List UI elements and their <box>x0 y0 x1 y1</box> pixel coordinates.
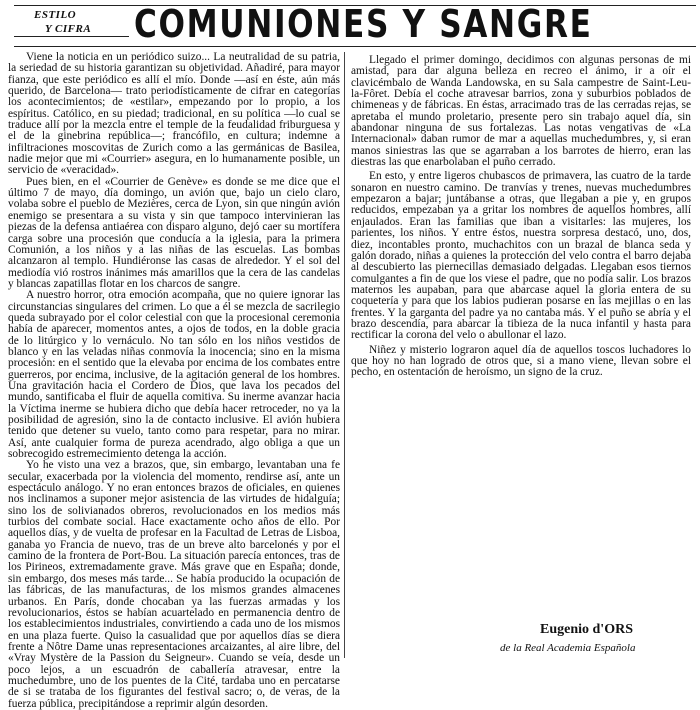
author-affiliation: de la Real Academia Española <box>500 642 636 654</box>
section-underline <box>14 36 129 37</box>
section-label <box>34 8 91 36</box>
title-rule <box>14 46 696 47</box>
column-right <box>351 52 691 564</box>
paragraph-6: En esto, y entre ligeros chubascos de primavera, las cuatro de la tarde sonaron en nuestro camino. De tranvías y trenes, nuevas muchedumbres empezaron a bajar; juntábanse a otras, que llegaban a pie y, en grupos reducidos, empezaban ya a gritar los nombres de aquellos hombres, allí enjaulados. Eran las familias que iban a visitarles: las mujeres, los parientes, los niños. Y entre éstos, nuestra sorpresa destacó, uno, dos, diez, incontables pronto, muchachitos con un brazal de blanca seda y galón dorado, niñas a quienes la protección del velo contra el barro dejaba al descubierto las piernecillas demasiado delgadas. Llegaban esos tiernos comulgantes a fin de que los viese el padre, que no podía salir. Los brazos maternos les aupaban, para que abarcase aquel la gloria entera de su coquetería y para que los labios pudieran posarse en las mejillas o en las frentes. Y la garganta del padre ya no cantaba más. Y el puño se abría y el brazo descendía, para abarcar la tibieza de la nuca infantil y hasta para rectificar la corona del velo o abullonar el lazo. <box>351 170 691 342</box>
paragraph-7: Niñez y misterio lograron aquel día de aquellos toscos luchadores lo que hoy no han logrado de otros que, si a mano viene, llevan sobre el pecho, en ostentación de heroísmo, un signo de la cruz. <box>351 343 691 379</box>
article-title: COMUNIONES Y SANGRE <box>134 2 593 46</box>
paragraph-2: Pues bien, en el «Courrier de Genève» es donde se me dice que el último 7 de mayo, día domingo, un avión que, bajo un cielo claro, volaba sobre el pueblo de Mezières, cerca de Lyon, sin que ningún avión enemigo se presentara a su vista y sin que tampoco intervinieran las piezas de la defensa antiaérea con disparo alguno, dejó caer su mortífera carga sobre una procesión que conducía a la iglesia, para la primera Comunión, a los niños y a las niñas de las escuelas. Las bombas alcanzaron al templo. Hundiéronse las casas de alrededor. Y el sol del mediodía vió rostros inánimes más amarillos que la cera de las candelas y blancas zapatillas flotar en los charcos de sangre. <box>8 175 340 290</box>
section-label-line1: ESTILO <box>34 9 77 21</box>
column-divider <box>344 52 345 658</box>
paragraph-3: A nuestro horror, otra emoción acompaña, que no quiere ignorar las circunstancias singulares del crimen. Lo que a él se mezcla de sacrilegio queda subrayado por el color celestial con que la procesional ceremonia había de aparecer, momentos antes, a ojos de todos, en la doble gracia de lo litúrgico y lo vernáculo. No tan sólo en los niños vestidos de blanco y en las veladas niñas conmovía la inocencia; sino en la misma procesión: en el sentido que la elevaba por encima de los combates entre guerreros, por encima, inclusive, de la agitación general de los hombres. Una gravitación hacia el Cordero de Dios, que lava los pecados del mundo, santificaba el fluir de aquella comitiva. Su inerme avanzar hacia la Víctima inerme se hubiera dicho que debía hacer retroceder, no ya la posibilidad de agresión, sino la de contacto inclusive. El avión hubiera tenido que detener su vuelo, tanto como para respetar, para no mirar. Así, ante cualquier forma de pureza acendrado, algo obliga a que un sobrecogido estremecimiento detenga la acción. <box>8 289 340 461</box>
author-name: Eugenio d'ORS <box>540 622 633 637</box>
paragraph-1: Viene la noticia en un periódico suizo... La neutralidad de su patria, la seriedad de su historia garantizan su objetividad. Añadiré, para mayor fianza, que este periódico es allí el mío. Donde —así en éste, aún más querido, de Barcelona— trato periodísticamente de cifrar en categorías los acontecimientos; de «estilar», empezando por lo propio, a los espíritus. Católico, en su piedad; tradicional, en su política —lo cual se traduce allí por la mezcla entre el temple de la feudalidad friburguesa y el de la ginebrina república—; francófilo, en cultura; indemne a infiltraciones moscovitas de Zurich como a las germánicas de Basilea, nadie mejor que mi «Courrier» asegura, en lo humanamente posible, un servicio de «veracidad». <box>8 51 340 177</box>
paragraph-4: Yo he visto una vez a brazos, que, sin embargo, levantaban una fe secular, exacerbada por la violencia del momento, rendirse así, ante un espectáculo análogo. Y no eran entonces brazos de oficiales, en quienes nos inclinamos a suponer mejor asistencia de las virtudes de hidalguía; sino los de solivianados obreros, revolucionados en los medios más turbios del combate social. Hace exactamente ocho años de ello. Por aquellos días, y de vuelta de profesar en la Facultad de Letras de Lisboa, ganaba yo Francia de nuevo, tras de un breve alto barcelonés y por el camino de la frontera de Port-Bou. La situación parecía entonces, tras de los Pirineos, extremadamente grave. Más grave que en España; donde, sin embargo, dos meses más tarde... Se había producido la ocupación de las fábricas, de las manufacturas, de los mismos grandes almacenes urbanos. En París, donde chocaban ya las fuerzas armadas y los revolucionarios, éstos se habían acuartelado en permanencia dentro de los establecimientos industriales, convirtiendo a cada uno de los mismos en una plaza fuerte. Quiso la casualidad que por aquellos días se diera frente a Nôtre Dame unas representaciones arcaizantes, al aire libre, del «Vray Mystère de la Passion du Seigneur». Cuando se veía, desde un poco lejos, a un escuadrón de caballería atravesar, entre la muchedumbre, uno de los puentes de la Cité, tardaba uno en percatarse de si se trataba de los figurantes del festival sacro; o, de veras, de la fuerza pública, precipitándose a reprimir algún desorden. <box>8 459 340 710</box>
column-left <box>8 51 340 710</box>
section-label-line2: Y CIFRA <box>45 23 92 35</box>
paragraph-5: Llegado el primer domingo, decidimos con algunas personas de mi amistad, para dar alguna belleza en recreo el ánimo, ir a oír el clavicémbalo de Wanda Landowska, en su Sala campestre de Saint-Leu-la-Fôret. Debía el coche atravesar barrios, zona y suburbios poblados de chimeneas y de fábricas. En éstas, arracimado tras de las cerradas rejas, se apretaba el mundo proletario, presente pero sin trabajo aquel día, sin abandonar ninguna de sus fortalezas. Las notas vengativas de «La Internacional» daban rumor de mar a aquellas muchedumbres, y, si eran manos siniestras las que se agarraban a los barrotes de hierro, eran las diestras las que enarbolaban el puño cerrado. <box>351 54 691 169</box>
